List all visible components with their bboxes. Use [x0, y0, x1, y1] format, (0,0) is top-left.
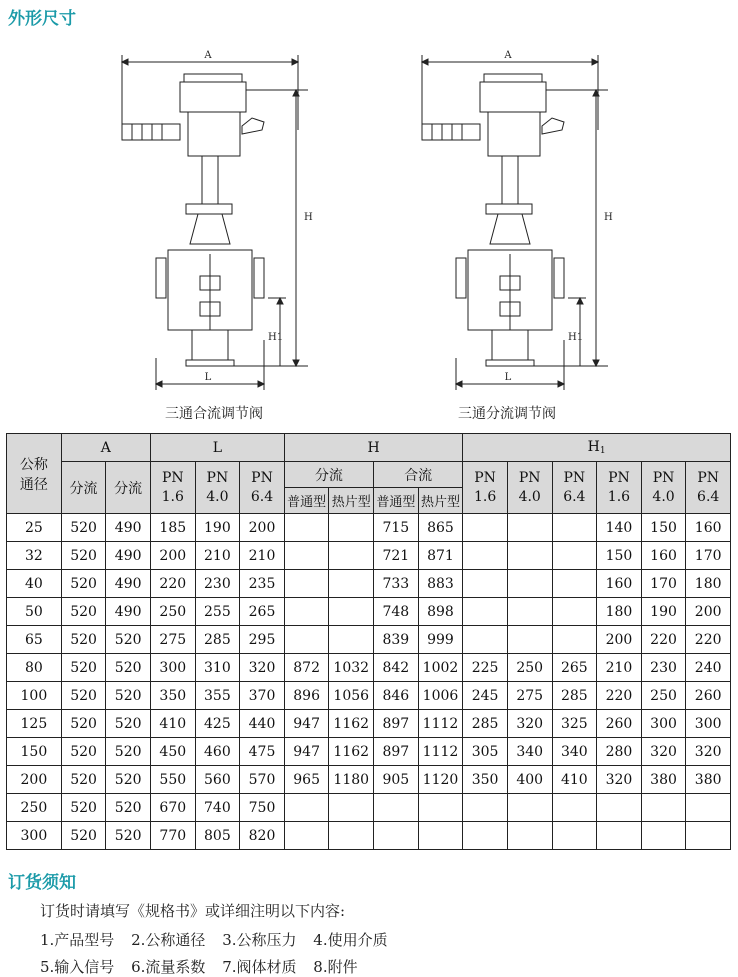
- table-cell: [284, 542, 329, 570]
- table-cell: 740: [195, 794, 240, 822]
- table-cell: 947: [284, 738, 329, 766]
- l-pn-header: PN 4.0: [195, 462, 240, 514]
- table-cell: 872: [284, 654, 329, 682]
- table-cell: 520: [106, 710, 151, 738]
- ordering-line-1: [40, 929, 400, 950]
- table-cell: [329, 626, 374, 654]
- a-header: A: [61, 434, 150, 462]
- table-cell: 440: [240, 710, 285, 738]
- table-cell: 295: [240, 626, 285, 654]
- l-pn-header: PN 1.6: [150, 462, 195, 514]
- table-cell: [418, 822, 463, 850]
- table-row: [7, 682, 731, 710]
- table-cell: 320: [686, 738, 731, 766]
- table-cell: 190: [195, 514, 240, 542]
- dim-a-label: A: [204, 50, 212, 61]
- table-cell: 490: [106, 598, 151, 626]
- table-cell: [284, 514, 329, 542]
- table-cell: 80: [7, 654, 62, 682]
- table-cell: 285: [552, 682, 597, 710]
- ordering-item: 3.公称压力: [222, 931, 297, 949]
- table-cell: 220: [150, 570, 195, 598]
- table-cell: 200: [7, 766, 62, 794]
- table-cell: 520: [106, 822, 151, 850]
- table-row: [7, 570, 731, 598]
- table-row: [7, 710, 731, 738]
- table-cell: 805: [195, 822, 240, 850]
- divide-valve-drawing: [408, 40, 638, 400]
- table-cell: 560: [195, 766, 240, 794]
- table-cell: [507, 598, 552, 626]
- table-row: [7, 654, 731, 682]
- table-cell: 150: [597, 542, 642, 570]
- table-cell: 265: [240, 598, 285, 626]
- table-cell: 721: [374, 542, 419, 570]
- table-cell: [552, 570, 597, 598]
- table-cell: 200: [686, 598, 731, 626]
- table-cell: [552, 626, 597, 654]
- table-cell: 520: [106, 738, 151, 766]
- ordering-item: 5.输入信号: [40, 958, 115, 976]
- table-cell: 285: [463, 710, 508, 738]
- table-cell: 50: [7, 598, 62, 626]
- table-cell: 100: [7, 682, 62, 710]
- table-cell: 265: [552, 654, 597, 682]
- table-cell: [374, 822, 419, 850]
- table-cell: 220: [641, 626, 686, 654]
- table-cell: 905: [374, 766, 419, 794]
- table-cell: [329, 542, 374, 570]
- table-cell: [507, 794, 552, 822]
- table-cell: 210: [195, 542, 240, 570]
- table-cell: 770: [150, 822, 195, 850]
- table-cell: 125: [7, 710, 62, 738]
- table-cell: [329, 514, 374, 542]
- table-cell: 1032: [329, 654, 374, 682]
- dim-h1-label: H1: [268, 332, 284, 343]
- table-cell: 285: [195, 626, 240, 654]
- table-cell: [507, 514, 552, 542]
- dim-h-label: H: [304, 212, 313, 223]
- table-cell: 846: [374, 682, 419, 710]
- table-cell: [552, 822, 597, 850]
- table-cell: [463, 822, 508, 850]
- table-cell: 160: [686, 514, 731, 542]
- combine-valve-caption: 三通合流调节阀: [165, 406, 263, 422]
- table-cell: 490: [106, 542, 151, 570]
- table-cell: 733: [374, 570, 419, 598]
- l-header: L: [150, 434, 284, 462]
- table-cell: 520: [61, 542, 106, 570]
- table-cell: 380: [641, 766, 686, 794]
- table-row: [7, 738, 731, 766]
- table-cell: 250: [507, 654, 552, 682]
- table-cell: 520: [61, 598, 106, 626]
- table-cell: 871: [418, 542, 463, 570]
- table-cell: 245: [463, 682, 508, 710]
- dim-a-label: A: [504, 50, 512, 61]
- table-cell: 1120: [418, 766, 463, 794]
- table-cell: 520: [61, 570, 106, 598]
- table-cell: 520: [106, 794, 151, 822]
- table-cell: 240: [686, 654, 731, 682]
- table-cell: 140: [597, 514, 642, 542]
- table-cell: 748: [374, 598, 419, 626]
- table-cell: 1056: [329, 682, 374, 710]
- table-cell: 897: [374, 738, 419, 766]
- table-cell: 460: [195, 738, 240, 766]
- h-combine-header: 合流: [374, 462, 463, 488]
- table-cell: [597, 794, 642, 822]
- table-cell: 250: [150, 598, 195, 626]
- table-cell: [329, 598, 374, 626]
- table-cell: 150: [641, 514, 686, 542]
- table-cell: 200: [597, 626, 642, 654]
- h1-pn-header: PN 6.4: [552, 462, 597, 514]
- table-cell: [284, 570, 329, 598]
- table-cell: 550: [150, 766, 195, 794]
- table-cell: 40: [7, 570, 62, 598]
- table-cell: 275: [150, 626, 195, 654]
- table-cell: 520: [106, 654, 151, 682]
- table-cell: 1162: [329, 710, 374, 738]
- table-cell: 425: [195, 710, 240, 738]
- dim-l-label: L: [504, 372, 512, 383]
- table-cell: 1112: [418, 710, 463, 738]
- dim-h-label: H: [604, 212, 613, 223]
- table-cell: 180: [597, 598, 642, 626]
- table-cell: 250: [641, 682, 686, 710]
- table-cell: [597, 822, 642, 850]
- nominal-diameter-header: 公称 通径: [7, 434, 62, 514]
- table-cell: 190: [641, 598, 686, 626]
- combine-valve-drawing: [108, 40, 338, 400]
- ordering-section-title: 订货须知: [8, 873, 76, 893]
- table-cell: 520: [106, 766, 151, 794]
- table-cell: 220: [597, 682, 642, 710]
- ordering-item: 6.流量系数: [131, 958, 206, 976]
- table-cell: 999: [418, 626, 463, 654]
- table-cell: [463, 626, 508, 654]
- table-cell: 230: [641, 654, 686, 682]
- table-cell: 305: [463, 738, 508, 766]
- table-row: [7, 822, 731, 850]
- table-cell: 230: [195, 570, 240, 598]
- table-cell: 380: [686, 766, 731, 794]
- ordering-item: 4.使用介质: [313, 931, 388, 949]
- ordering-item: 7.阀体材质: [222, 958, 297, 976]
- table-cell: 520: [61, 682, 106, 710]
- h1-pn-header: PN 4.0: [641, 462, 686, 514]
- table-cell: 570: [240, 766, 285, 794]
- table-cell: 520: [61, 794, 106, 822]
- table-cell: [641, 822, 686, 850]
- table-cell: [507, 542, 552, 570]
- h1-pn-header: PN 1.6: [463, 462, 508, 514]
- h1-pn-header: PN 4.0: [507, 462, 552, 514]
- table-cell: [463, 514, 508, 542]
- table-cell: 820: [240, 822, 285, 850]
- table-cell: 160: [597, 570, 642, 598]
- table-cell: 25: [7, 514, 62, 542]
- dimension-table: [6, 433, 731, 850]
- table-cell: 520: [106, 682, 151, 710]
- table-cell: [463, 598, 508, 626]
- table-cell: 1006: [418, 682, 463, 710]
- table-cell: 883: [418, 570, 463, 598]
- table-cell: 255: [195, 598, 240, 626]
- dimensions-section-title: 外形尺寸: [8, 9, 76, 29]
- table-cell: [552, 598, 597, 626]
- table-cell: 160: [641, 542, 686, 570]
- h1-header: H1: [463, 434, 731, 462]
- table-cell: 520: [106, 626, 151, 654]
- table-cell: 340: [552, 738, 597, 766]
- ordering-item: 8.附件: [313, 958, 358, 976]
- table-cell: [284, 822, 329, 850]
- table-cell: 275: [507, 682, 552, 710]
- a-combine-header: 分流: [106, 462, 151, 514]
- dimension-table-body: [7, 514, 731, 850]
- table-cell: 210: [597, 654, 642, 682]
- table-cell: 185: [150, 514, 195, 542]
- table-cell: 300: [641, 710, 686, 738]
- table-cell: 1112: [418, 738, 463, 766]
- table-cell: 750: [240, 794, 285, 822]
- table-cell: [284, 626, 329, 654]
- table-cell: 355: [195, 682, 240, 710]
- h-divide-finned-header: 热片型: [329, 488, 374, 514]
- table-cell: [507, 570, 552, 598]
- table-cell: 170: [641, 570, 686, 598]
- ordering-intro: 订货时请填写《规格书》或详细注明以下内容:: [40, 902, 346, 920]
- table-cell: 1180: [329, 766, 374, 794]
- table-row: [7, 626, 731, 654]
- table-cell: 410: [150, 710, 195, 738]
- table-cell: 370: [240, 682, 285, 710]
- table-cell: 475: [240, 738, 285, 766]
- table-cell: 898: [418, 598, 463, 626]
- table-cell: 839: [374, 626, 419, 654]
- table-cell: 225: [463, 654, 508, 682]
- table-cell: [463, 542, 508, 570]
- ordering-item: 2.公称通径: [131, 931, 206, 949]
- table-cell: 965: [284, 766, 329, 794]
- table-cell: 400: [507, 766, 552, 794]
- table-cell: 320: [641, 738, 686, 766]
- table-row: [7, 598, 731, 626]
- table-cell: 300: [686, 710, 731, 738]
- table-cell: [552, 794, 597, 822]
- table-cell: 350: [150, 682, 195, 710]
- table-cell: 670: [150, 794, 195, 822]
- table-cell: 490: [106, 514, 151, 542]
- table-cell: [686, 794, 731, 822]
- table-cell: 520: [61, 514, 106, 542]
- table-cell: 450: [150, 738, 195, 766]
- table-cell: [329, 794, 374, 822]
- table-cell: 200: [150, 542, 195, 570]
- table-cell: 300: [7, 822, 62, 850]
- dim-h1-label: H1: [568, 332, 584, 343]
- h-divide-header: 分流: [284, 462, 373, 488]
- table-cell: 300: [150, 654, 195, 682]
- table-cell: 410: [552, 766, 597, 794]
- table-cell: 1162: [329, 738, 374, 766]
- table-cell: 896: [284, 682, 329, 710]
- table-cell: [284, 598, 329, 626]
- table-cell: 170: [686, 542, 731, 570]
- table-cell: 947: [284, 710, 329, 738]
- table-cell: 490: [106, 570, 151, 598]
- h-combine-finned-header: 热片型: [418, 488, 463, 514]
- table-cell: 520: [61, 738, 106, 766]
- table-cell: 520: [61, 710, 106, 738]
- table-cell: [329, 570, 374, 598]
- a-divide-header: 分流: [61, 462, 106, 514]
- table-cell: 865: [418, 514, 463, 542]
- table-cell: [686, 822, 731, 850]
- table-cell: 200: [240, 514, 285, 542]
- h1-pn-header: PN 6.4: [686, 462, 731, 514]
- table-cell: 325: [552, 710, 597, 738]
- h-header: H: [284, 434, 462, 462]
- ordering-item: 1.产品型号: [40, 931, 115, 949]
- table-cell: 150: [7, 738, 62, 766]
- table-cell: 320: [597, 766, 642, 794]
- table-cell: [507, 822, 552, 850]
- ordering-line-2: [40, 956, 370, 977]
- table-cell: 180: [686, 570, 731, 598]
- table-cell: [463, 794, 508, 822]
- table-cell: 220: [686, 626, 731, 654]
- table-cell: 65: [7, 626, 62, 654]
- table-row: [7, 794, 731, 822]
- table-row: [7, 514, 731, 542]
- l-pn-header: PN 6.4: [240, 462, 285, 514]
- h-combine-normal-header: 普通型: [374, 488, 419, 514]
- table-cell: [552, 514, 597, 542]
- table-cell: 1002: [418, 654, 463, 682]
- table-cell: [374, 794, 419, 822]
- table-cell: [463, 570, 508, 598]
- dim-l-label: L: [204, 372, 212, 383]
- table-cell: [641, 794, 686, 822]
- table-cell: 350: [463, 766, 508, 794]
- table-cell: 280: [597, 738, 642, 766]
- table-cell: 320: [240, 654, 285, 682]
- table-row: [7, 542, 731, 570]
- table-cell: [552, 542, 597, 570]
- table-cell: 250: [7, 794, 62, 822]
- table-cell: 715: [374, 514, 419, 542]
- table-cell: 260: [597, 710, 642, 738]
- table-cell: 235: [240, 570, 285, 598]
- table-cell: 520: [61, 626, 106, 654]
- table-cell: 842: [374, 654, 419, 682]
- table-cell: 520: [61, 654, 106, 682]
- h1-pn-header: PN 1.6: [597, 462, 642, 514]
- table-cell: 32: [7, 542, 62, 570]
- table-cell: [507, 626, 552, 654]
- h-divide-normal-header: 普通型: [284, 488, 329, 514]
- table-cell: 520: [61, 822, 106, 850]
- table-cell: 320: [507, 710, 552, 738]
- table-cell: 340: [507, 738, 552, 766]
- table-row: [7, 766, 731, 794]
- divide-valve-caption: 三通分流调节阀: [458, 406, 556, 422]
- table-cell: 520: [61, 766, 106, 794]
- table-cell: [284, 794, 329, 822]
- table-cell: 210: [240, 542, 285, 570]
- table-cell: [329, 822, 374, 850]
- table-cell: [418, 794, 463, 822]
- table-cell: 897: [374, 710, 419, 738]
- table-cell: 260: [686, 682, 731, 710]
- table-cell: 310: [195, 654, 240, 682]
